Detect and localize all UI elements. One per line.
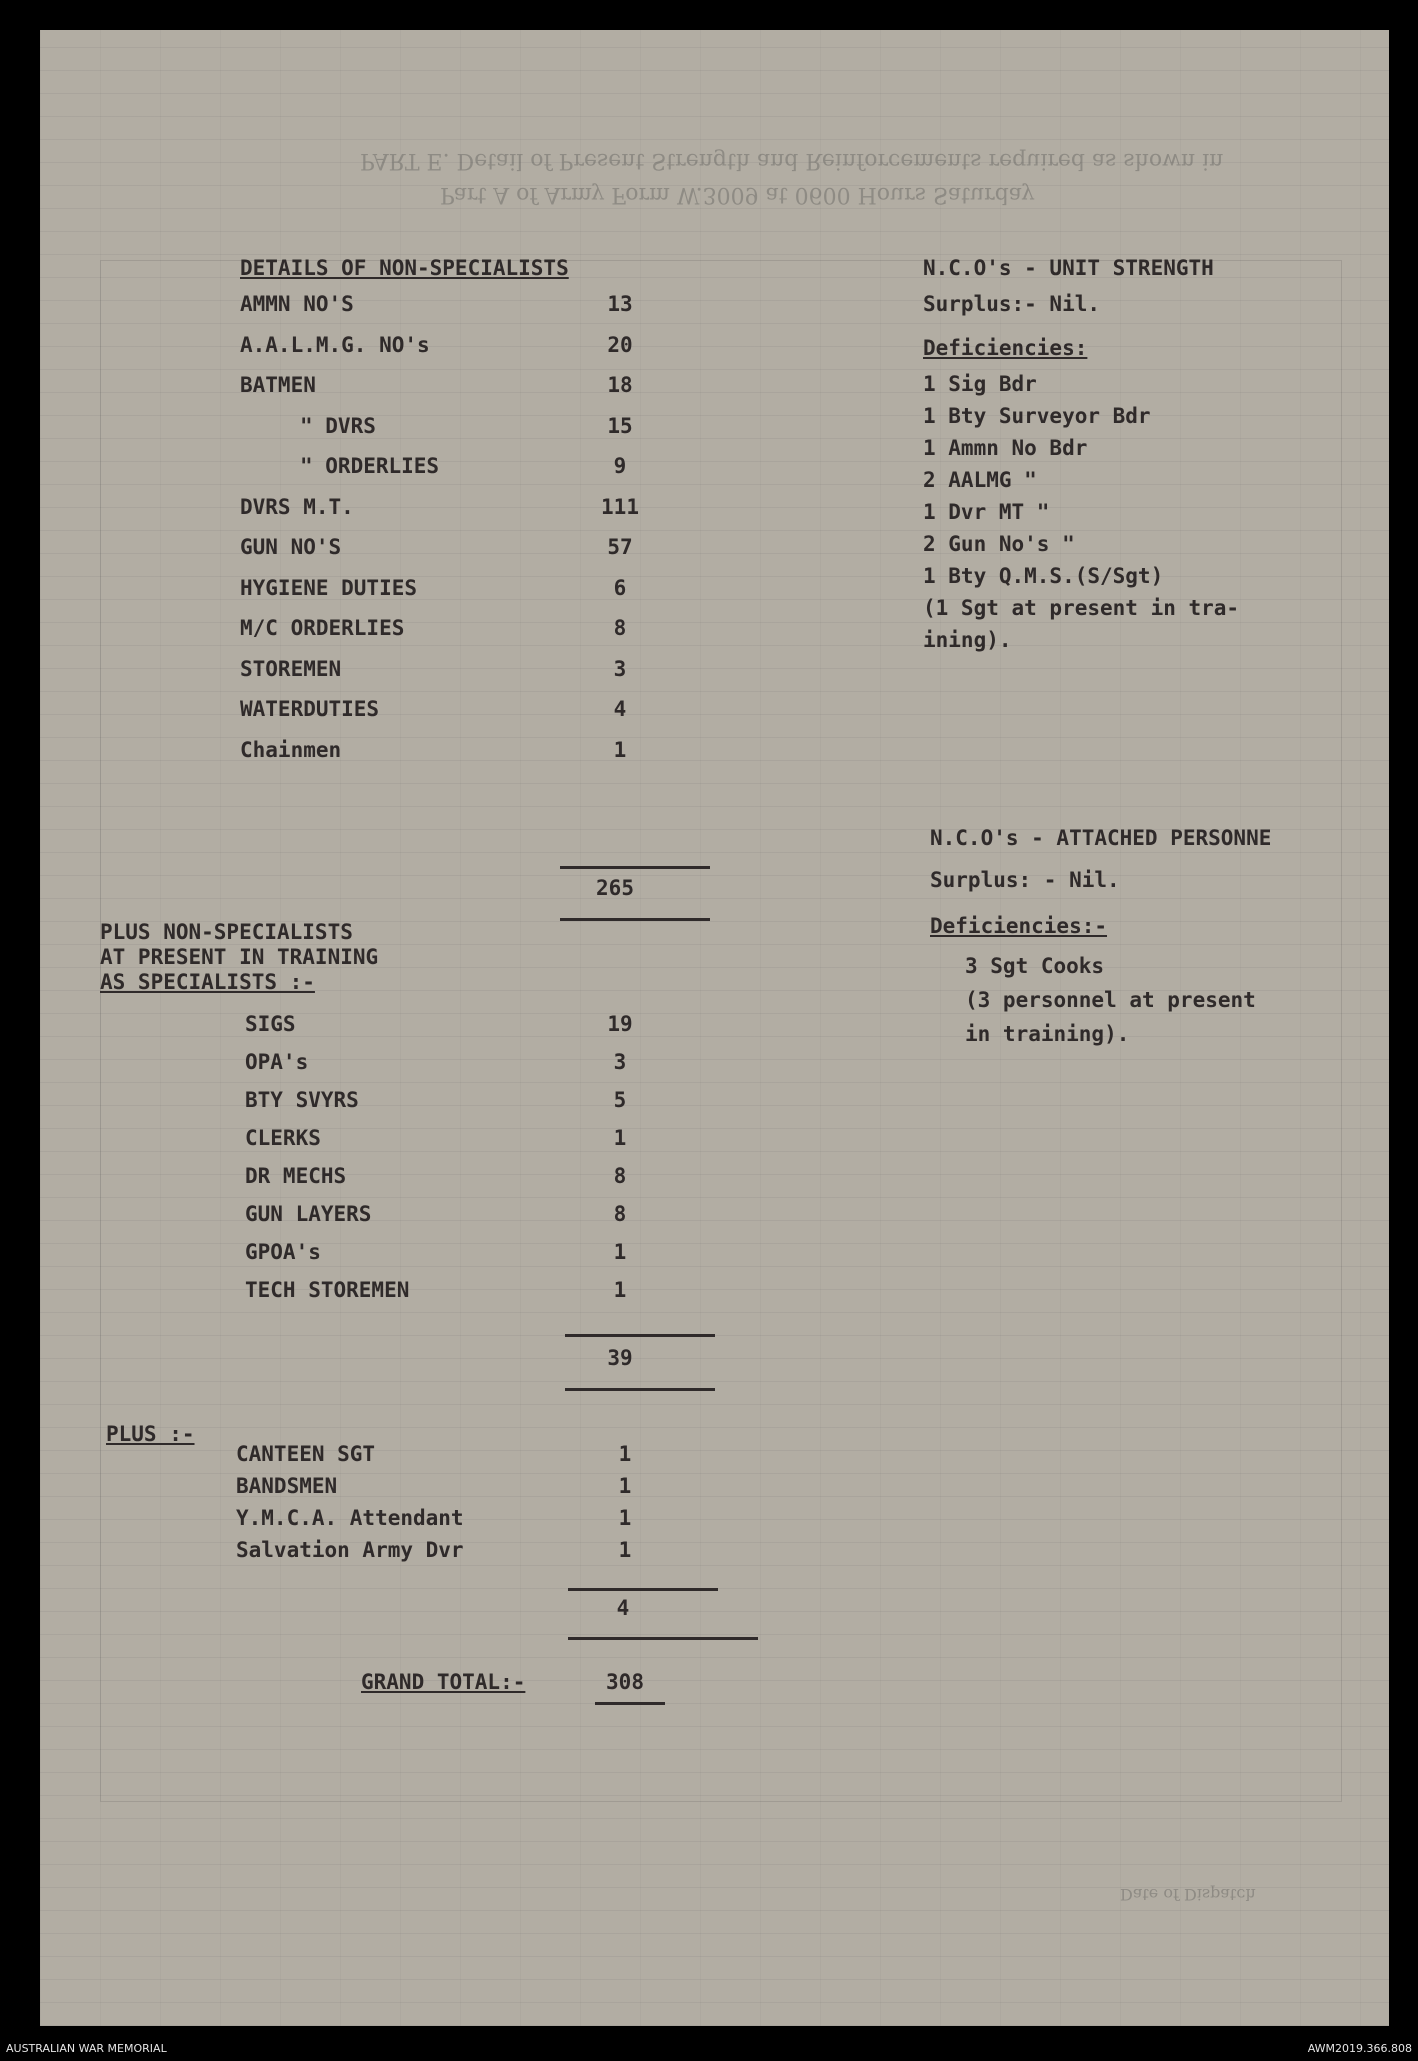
total-rule: [565, 1334, 715, 1337]
row-value: 19: [607, 1012, 633, 1036]
deficiency-line: ining).: [923, 628, 1012, 652]
row-label: WATERDUTIES: [240, 697, 380, 721]
grand-total-rule: [595, 1702, 665, 1705]
row-value: 1: [613, 1278, 627, 1302]
row-label: AMMN NO'S: [240, 292, 354, 316]
footer-accession: AWM2019.366.808: [1307, 2042, 1412, 2055]
nco-unit-surplus: Surplus:- Nil.: [923, 292, 1101, 316]
row-value: 1: [618, 1538, 632, 1562]
total-double-rule: [565, 1388, 715, 1391]
specialists-heading-line2: AT PRESENT IN TRAINING: [100, 945, 379, 969]
plus-heading: PLUS :-: [106, 1422, 195, 1446]
grand-total-label: GRAND TOTAL:-: [361, 1670, 526, 1694]
row-value: 9: [613, 454, 627, 478]
deficiency-line: 1 Bty Surveyor Bdr: [923, 404, 1151, 428]
row-label: M/C ORDERLIES: [240, 616, 405, 640]
bleed-through-title: PART E. Detail of Present Strength and Reinforcements required as shown in: [360, 148, 1224, 173]
row-value: 6: [613, 575, 627, 600]
deficiency-line: 1 Dvr MT ": [923, 500, 1050, 524]
deficiency-line: in training).: [965, 1022, 1130, 1046]
row-value: 8: [613, 616, 627, 640]
row-label: TECH STOREMEN: [245, 1278, 410, 1302]
row-label: SIGS: [245, 1012, 296, 1036]
specialists-total: 39: [607, 1346, 633, 1370]
deficiency-line: (3 personnel at present: [965, 988, 1256, 1012]
row-label: STOREMEN: [240, 656, 342, 681]
row-value: 111: [601, 494, 639, 519]
row-value: 3: [613, 1050, 627, 1074]
total-double-rule: [560, 918, 710, 921]
row-label: Chainmen: [240, 737, 342, 762]
row-label: GUN NO'S: [240, 535, 342, 559]
document-page: [40, 30, 1389, 2026]
deficiency-line: 1 Ammn No Bdr: [923, 436, 1088, 460]
row-label: BTY SVYRS: [245, 1088, 359, 1112]
nco-attached-heading: N.C.O's - ATTACHED PERSONNE: [930, 826, 1272, 850]
row-value: 1: [618, 1442, 632, 1466]
row-label: BATMEN: [240, 373, 316, 397]
row-value: 18: [607, 373, 633, 397]
row-label: CLERKS: [245, 1126, 321, 1150]
row-label: GUN LAYERS: [245, 1202, 372, 1226]
row-value: 8: [613, 1202, 627, 1226]
row-value: 20: [607, 332, 633, 357]
row-label: Y.M.C.A. Attendant: [236, 1506, 464, 1530]
bleed-through-date-label: Date of Dispatch: [1120, 1885, 1256, 1904]
row-label: OPA's: [245, 1050, 309, 1074]
row-label: Salvation Army Dvr: [236, 1538, 464, 1562]
deficiency-line: 1 Bty Q.M.S.(S/Sgt): [923, 564, 1164, 588]
row-label: DR MECHS: [245, 1164, 347, 1188]
nco-attached-deficiencies-heading: Deficiencies:-: [930, 914, 1108, 938]
row-label: CANTEEN SGT: [236, 1442, 376, 1466]
deficiency-line: 1 Sig Bdr: [923, 372, 1037, 396]
plus-total: 4: [616, 1596, 630, 1620]
row-value: 8: [613, 1164, 627, 1188]
row-value: 4: [613, 697, 627, 721]
row-value: 3: [613, 656, 627, 681]
row-label: DVRS M.T.: [240, 494, 354, 519]
row-value: 1: [613, 1240, 627, 1264]
row-value: 13: [607, 292, 633, 316]
grand-total-value: 308: [606, 1670, 644, 1694]
bleed-through-subtitle: Part A of Army Form W.3009 at 0600 Hours Saturday: [440, 182, 1035, 207]
row-value: 57: [607, 535, 633, 559]
total-rule: [560, 866, 710, 869]
specialists-heading-line3: AS SPECIALISTS :-: [100, 970, 315, 994]
specialists-heading-line1: PLUS NON-SPECIALISTS: [100, 920, 353, 944]
deficiency-line: 2 Gun No's ": [923, 532, 1075, 556]
deficiency-line: (1 Sgt at present in tra-: [923, 596, 1240, 620]
row-label: " ORDERLIES: [300, 454, 440, 478]
row-value: 15: [607, 413, 633, 438]
nco-attached-surplus: Surplus: - Nil.: [930, 868, 1120, 892]
non-specialists-heading: DETAILS OF NON-SPECIALISTS: [240, 256, 569, 280]
row-label: " DVRS: [300, 413, 376, 438]
deficiency-line: 2 AALMG ": [923, 468, 1037, 492]
total-double-rule: [568, 1637, 758, 1640]
footer-source: AUSTRALIAN WAR MEMORIAL: [6, 2042, 167, 2055]
total-rule: [568, 1588, 718, 1591]
row-label: HYGIENE DUTIES: [240, 575, 418, 600]
nco-unit-deficiencies-heading: Deficiencies:: [923, 336, 1088, 360]
row-value: 1: [618, 1506, 632, 1530]
non-specialists-total: 265: [596, 876, 634, 900]
row-value: 1: [618, 1474, 632, 1498]
deficiency-line: 3 Sgt Cooks: [965, 954, 1105, 978]
row-label: BANDSMEN: [236, 1474, 338, 1498]
row-value: 1: [613, 737, 627, 762]
nco-unit-heading: N.C.O's - UNIT STRENGTH: [923, 256, 1214, 280]
row-value: 5: [613, 1088, 627, 1112]
row-label: GPOA's: [245, 1240, 321, 1264]
row-value: 1: [613, 1126, 627, 1150]
row-label: A.A.L.M.G. NO's: [240, 332, 430, 357]
